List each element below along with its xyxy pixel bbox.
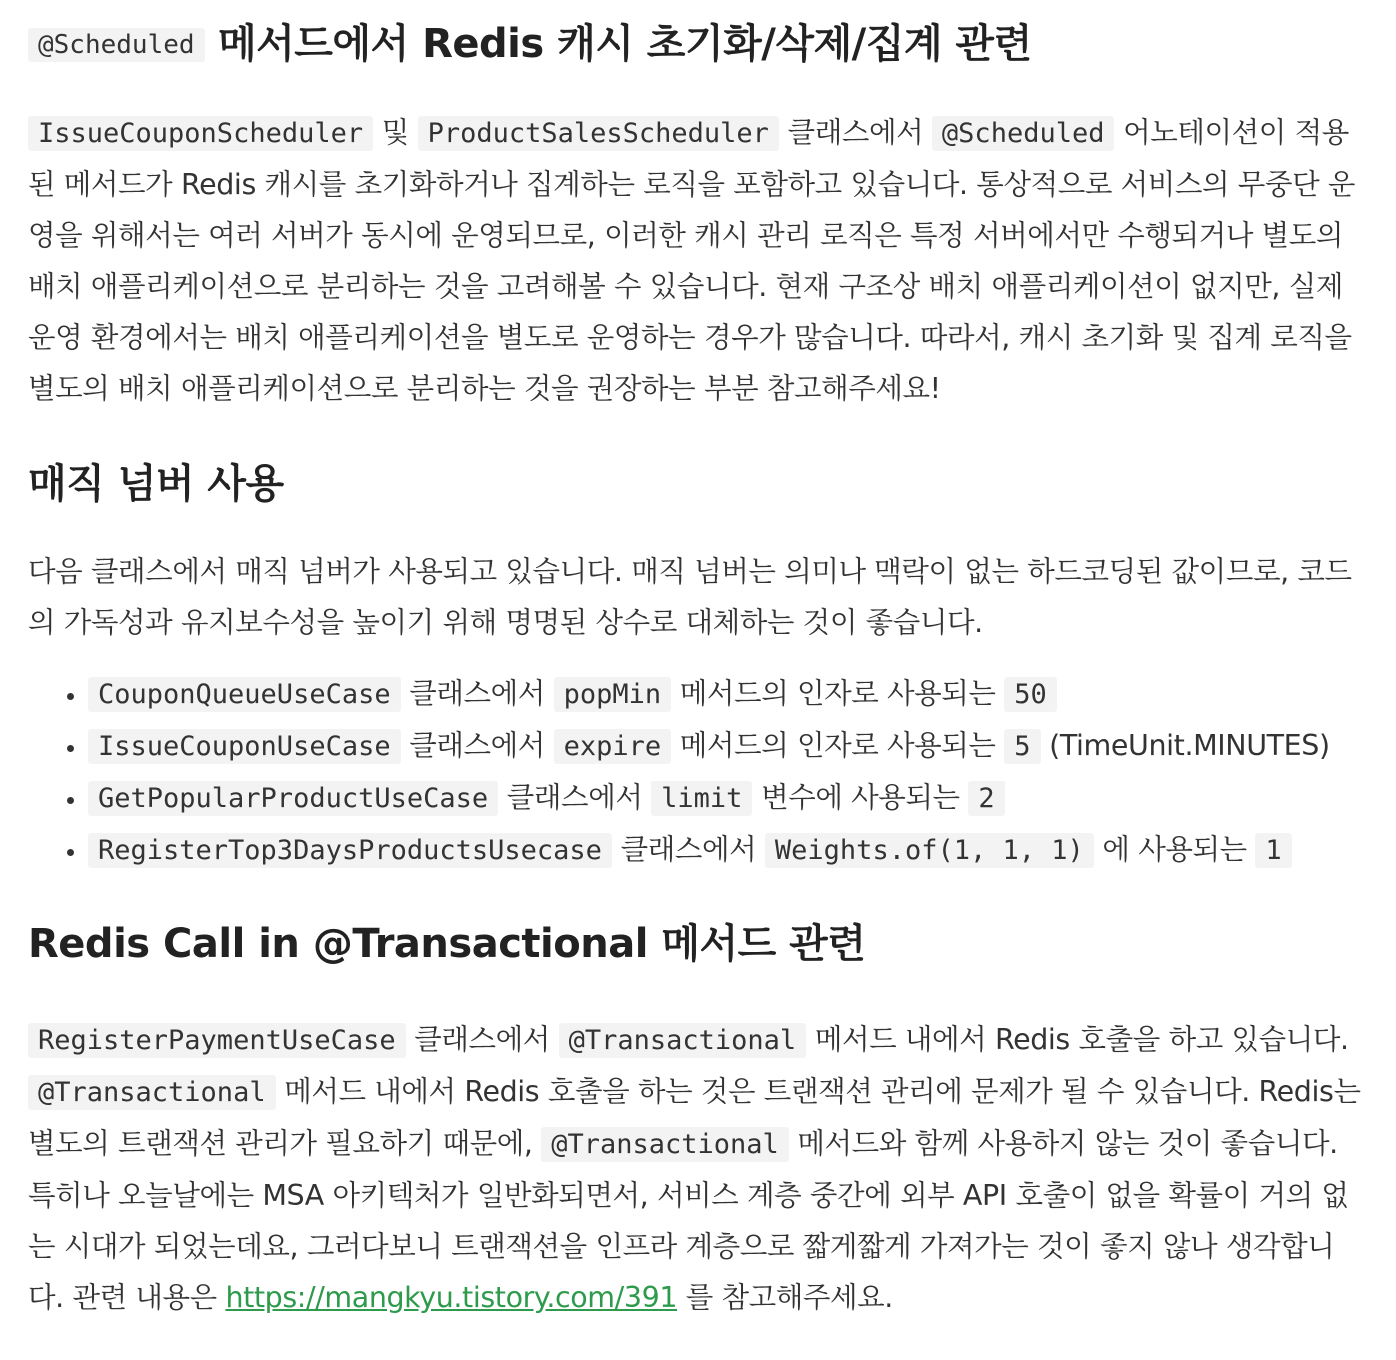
inline-code: ProductSalesScheduler (418, 116, 779, 151)
inline-code: limit (651, 781, 752, 816)
inline-code: RegisterTop3DaysProductsUsecase (88, 833, 612, 868)
section-scheduled (28, 14, 1368, 414)
text: 클래스에서 (400, 677, 554, 710)
text: 어노테이션이 적용된 메서드가 Redis 캐시를 초기화하거나 집계하는 로직을 포함하고 있습니다. 통상적으로 서비스의 무중단 운영을 위해서는 여러 서버가 동시에 운영되므로, 이러한 캐시 관리 로직은 특정 서버에서만 수행되거나 별도의 배치 애플리케이션으로 분리하는 것을 고려해볼 수 있습니다. 현재 구조상 배치 애플리케이션이 없지만, 실제 운영 환경에서는 배치 애플리케이션을 별도로 운영하는 경우가 많습니다. 따라서, 캐시 초기화 및 집계 로직을 별도의 배치 애플리케이션으로 분리하는 것을 권장하는 부분 참고해주세요! (28, 116, 1355, 405)
text: 및 (373, 116, 418, 149)
text: 메서드의 인자로 사용되는 (671, 677, 1005, 710)
magic-number-list (28, 668, 1368, 876)
inline-code: expire (554, 729, 672, 764)
section-transactional (28, 914, 1368, 1323)
list-item (88, 668, 1368, 720)
list-item (88, 824, 1368, 876)
inline-code: CouponQueueUseCase (88, 677, 401, 712)
inline-code: 2 (968, 781, 1004, 816)
text: 클래스에서 (498, 781, 652, 814)
text: 클래스에서 (778, 116, 932, 149)
inline-code: GetPopularProductUseCase (88, 781, 498, 816)
reference-link[interactable]: https://mangkyu.tistory.com/391 (225, 1281, 678, 1314)
text: 메서드 내에서 Redis 호출을 하고 있습니다. (806, 1023, 1349, 1056)
inline-code: IssueCouponScheduler (28, 116, 373, 151)
text: 클래스에서 (400, 729, 554, 762)
section-scheduled-paragraph (28, 107, 1368, 414)
text: 를 참고해주세요. (677, 1281, 893, 1314)
inline-code: IssueCouponUseCase (88, 729, 401, 764)
section-magic-number-paragraph: 다음 클래스에서 매직 넘버가 사용되고 있습니다. 매직 넘버는 의미나 맥락이 없는 하드코딩된 값이므로, 코드의 가독성과 유지보수성을 높이기 위해 명명된 상수로 대체하는 것이 좋습니다. (28, 555, 1352, 639)
inline-code: @Transactional (541, 1127, 789, 1162)
inline-code: Weights.of(1, 1, 1) (765, 833, 1094, 868)
inline-code: @Scheduled (932, 116, 1115, 151)
list-item (88, 772, 1368, 824)
text: 메서드와 함께 사용하지 않는 것이 좋습니다. 특히나 오늘날에는 MSA 아키텍처가 일반화되면서, 서비스 계층 중간에 외부 API 호출이 없을 확률이 거의 없는 시대가 되었는데요, 그러다보니 트랜잭션을 인프라 계층으로 짧게짧게 가져가는 것이 좋지 않나 생각합니다. 관련 내용은 (28, 1127, 1349, 1314)
inline-code: @Transactional (28, 1075, 276, 1110)
section-magic-number (28, 454, 1368, 876)
text: 클래스에서 (405, 1023, 559, 1056)
title-text: 메서드에서 Redis 캐시 초기화/삭제/집계 관련 (204, 21, 1032, 67)
text: 메서드 내에서 Redis 호출을 하는 것은 트랜잭션 관리에 문제가 될 수 있습니다. Redis는 별도의 트랜잭션 관리가 필요하기 때문에, (28, 1075, 1361, 1160)
text: 메서드의 인자로 사용되는 (671, 729, 1005, 762)
text: (TimeUnit.MINUTES) (1040, 729, 1330, 762)
inline-code: 5 (1004, 729, 1040, 764)
inline-code: 1 (1255, 833, 1291, 868)
inline-code: @Transactional (559, 1023, 807, 1058)
text: 에 사용되는 (1093, 833, 1256, 866)
list-item (88, 720, 1368, 772)
section-transactional-title: Redis Call in @Transactional 메서드 관련 (28, 921, 866, 967)
inline-code: 50 (1004, 677, 1057, 712)
section-scheduled-title (28, 14, 1368, 75)
section-magic-number-title: 매직 넘버 사용 (28, 461, 284, 507)
text: 변수에 사용되는 (752, 781, 969, 814)
text: 클래스에서 (611, 833, 765, 866)
inline-code: RegisterPaymentUseCase (28, 1023, 406, 1058)
section-transactional-paragraph (28, 1014, 1368, 1323)
inline-code: @Scheduled (28, 28, 205, 62)
inline-code: popMin (554, 677, 672, 712)
